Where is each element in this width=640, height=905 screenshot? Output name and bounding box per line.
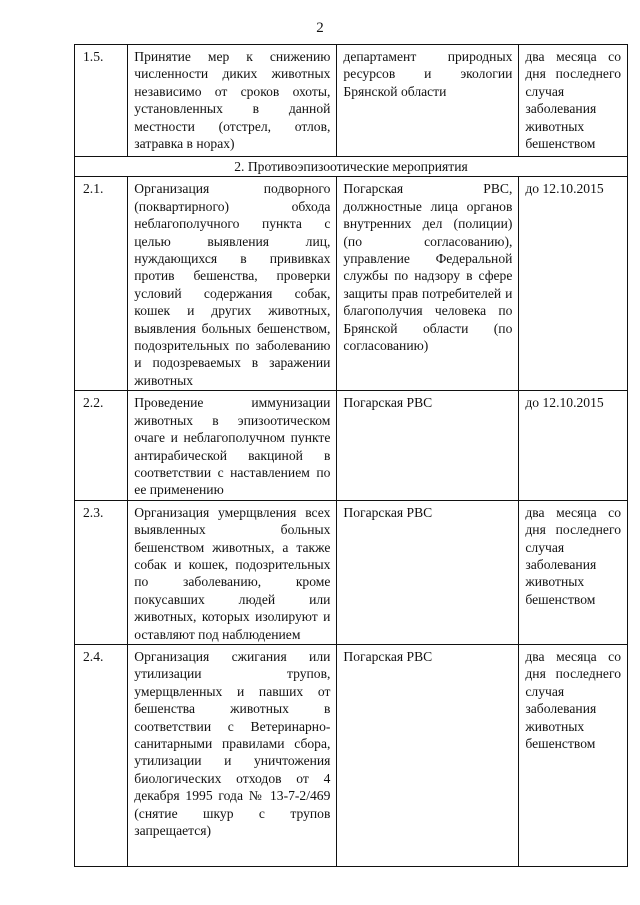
measures-table [74,44,628,867]
row-number: 2.1. [75,177,128,391]
section-header-row [75,157,628,177]
responsible-cell: Погарская РВС, должностные лица органов внутренних дел (полиции) (по согласованию), управление Федеральной службы по надзору в сфере защиты прав потребителей и благополучия человека по Брянской области (по согласованию) [337,177,519,391]
deadline-cell: два месяца со дня последнего случая заболевания животных бешенством [519,45,628,157]
table-row [75,391,628,500]
row-number: 2.3. [75,500,128,644]
responsible-cell: Погарская РВС [337,644,519,866]
responsible-cell: департамент природных ресурсов и экологии Брянской области [337,45,519,157]
table-row [75,177,628,391]
responsible-cell: Погарская РВС [337,500,519,644]
deadline-cell: два месяца со дня последнего случая заболевания животных бешенством [519,500,628,644]
responsible-cell: Погарская РВС [337,391,519,500]
row-number: 2.2. [75,391,128,500]
table-row [75,644,628,866]
row-number: 1.5. [75,45,128,157]
measure-cell: Организация сжигания или утилизации трупов, умерщвленных и павших от бешенства животных в соответствии с Ветеринарно-санитарными правилами сбора, утилизации и уничтожения биологических отходов от 4 декабря 1995 года № 13-7-2/469 (снятие шкур с трупов запрещается) [128,644,337,866]
section-title: 2. Противоэпизоотические мероприятия [75,157,628,177]
table-row [75,500,628,644]
measure-cell: Проведение иммунизации животных в эпизоотическом очаге и неблагополучном пункте антирабической вакциной в соответствии с наставлением по ее применению [128,391,337,500]
deadline-cell: до 12.10.2015 [519,391,628,500]
page-number: 2 [316,20,324,36]
measure-cell: Принятие мер к снижению численности диких животных независимо от сроков охоты, установленных в данной местности (отстрел, отлов, затравка в норах) [128,45,337,157]
deadline-cell: два месяца со дня последнего случая заболевания животных бешенством [519,644,628,866]
deadline-cell: до 12.10.2015 [519,177,628,391]
row-number: 2.4. [75,644,128,866]
table-row [75,45,628,157]
measure-cell: Организация подворного (поквартирного) обхода неблагополучного пункта с целью выявления лиц, нуждающихся в прививках против бешенства, проверки условий содержания собак, кошек и других животных, выявления больных бешенством, подозрительных по заболеванию и подозреваемых в заражении животных [128,177,337,391]
measure-cell: Организация умерщвления всех выявленных больных бешенством животных, а также собак и кошек, подозрительных по заболеванию, кроме покусавших людей или животных, которых изолируют и оставляют под наблюдением [128,500,337,644]
